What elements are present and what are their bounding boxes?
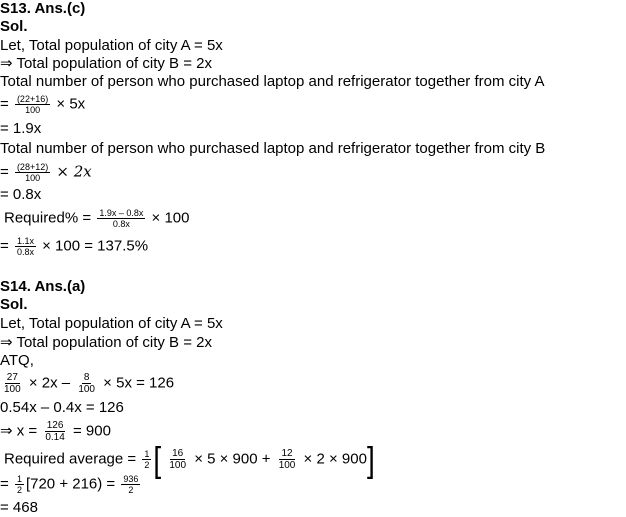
s13-line-7: = $\frac{(28+12)}{100}$ × 2x bbox=[0, 162, 92, 183]
s14-fraction-5: $\frac{12}{100}$ bbox=[278, 448, 296, 471]
s13-fraction-2: $\frac{(28+12)}{100}$ bbox=[16, 162, 49, 183]
s14-fraction-2: $\frac{8}{100}$ bbox=[78, 372, 95, 395]
s14-line-3: ATQ, bbox=[0, 352, 34, 369]
s13-line-9: Required% = $\frac{1.9x - 0.8x}{0.8x}$ × 100 bbox=[4, 208, 190, 229]
s13-fraction-1: $\frac{(22+16)}{100}$ bbox=[16, 94, 49, 115]
s13-line-10: = $\frac{1.1x}{0.8x}$ × 100 = 137.5% bbox=[0, 236, 149, 257]
s13-heading: S13. Ans.(c) bbox=[0, 0, 86, 17]
s14-fraction-6: $\frac{936}{2}$ bbox=[123, 474, 139, 495]
s13-line-8: = 0.8x bbox=[0, 186, 42, 203]
s13-line-6: Total number of person who purchased laptop and refrigerator together from city B bbox=[0, 140, 546, 157]
left-bracket: [ bbox=[153, 439, 162, 479]
s14-line-4: $\frac{27}{100}$ × 2x – $\frac{8}{100}$ × 5x = 126 bbox=[4, 372, 175, 395]
s14-line-1: Let, Total population of city A = 5x bbox=[0, 315, 223, 332]
s13-fraction-3: $\frac{1.9x - 0.8x}{0.8x}$ bbox=[99, 208, 144, 229]
s14-heading: S14. Ans.(a) bbox=[0, 278, 86, 295]
s14-line-5: 0.54x – 0.4x = 126 bbox=[0, 399, 124, 416]
s14-line-8: = $\frac{1}{2}$ [720 + 216) = $\frac{936}{2}$ bbox=[0, 474, 139, 495]
s14-fraction-1: $\frac{27}{100}$ bbox=[4, 372, 21, 395]
s14-line-2: ⇒ Total population of city B = 2x bbox=[0, 334, 212, 351]
s14-line-6: ⇒ x = $\frac{126}{0.14}$ = 900 bbox=[0, 420, 111, 443]
s13-line-5: = 1.9x bbox=[0, 120, 42, 137]
s14-half-1: $\frac{1}{2}$ bbox=[144, 449, 150, 470]
s13-line-4: = $\frac{(22+16)}{100}$ × 5x bbox=[0, 94, 86, 115]
s14-fraction-3: $\frac{126}{0.14}$ bbox=[45, 420, 65, 443]
s14-sol-label: Sol. bbox=[0, 296, 28, 313]
s14-line-7: Required average = $\frac{1}{2}$ [ $\frac{16}{100}$ × 5 × 900 + $\frac{12}{100}$ × 2 × 900] bbox=[4, 439, 375, 479]
s13-line-1: Let, Total population of city A = 5x bbox=[0, 37, 223, 54]
s13-line-2: ⇒ Total population of city B = 2x bbox=[0, 55, 212, 72]
s13-sol-label: Sol. bbox=[0, 18, 28, 35]
s13-line-3: Total number of person who purchased laptop and refrigerator together from city A bbox=[0, 73, 545, 90]
right-bracket: ] bbox=[366, 439, 375, 479]
s14-half-2: $\frac{1}{2}$ bbox=[16, 474, 22, 495]
s13-fraction-4: $\frac{1.1x}{0.8x}$ bbox=[16, 236, 34, 257]
s14-fraction-4: $\frac{16}{100}$ bbox=[169, 448, 187, 471]
s14-line-9: = 468 bbox=[0, 499, 38, 516]
